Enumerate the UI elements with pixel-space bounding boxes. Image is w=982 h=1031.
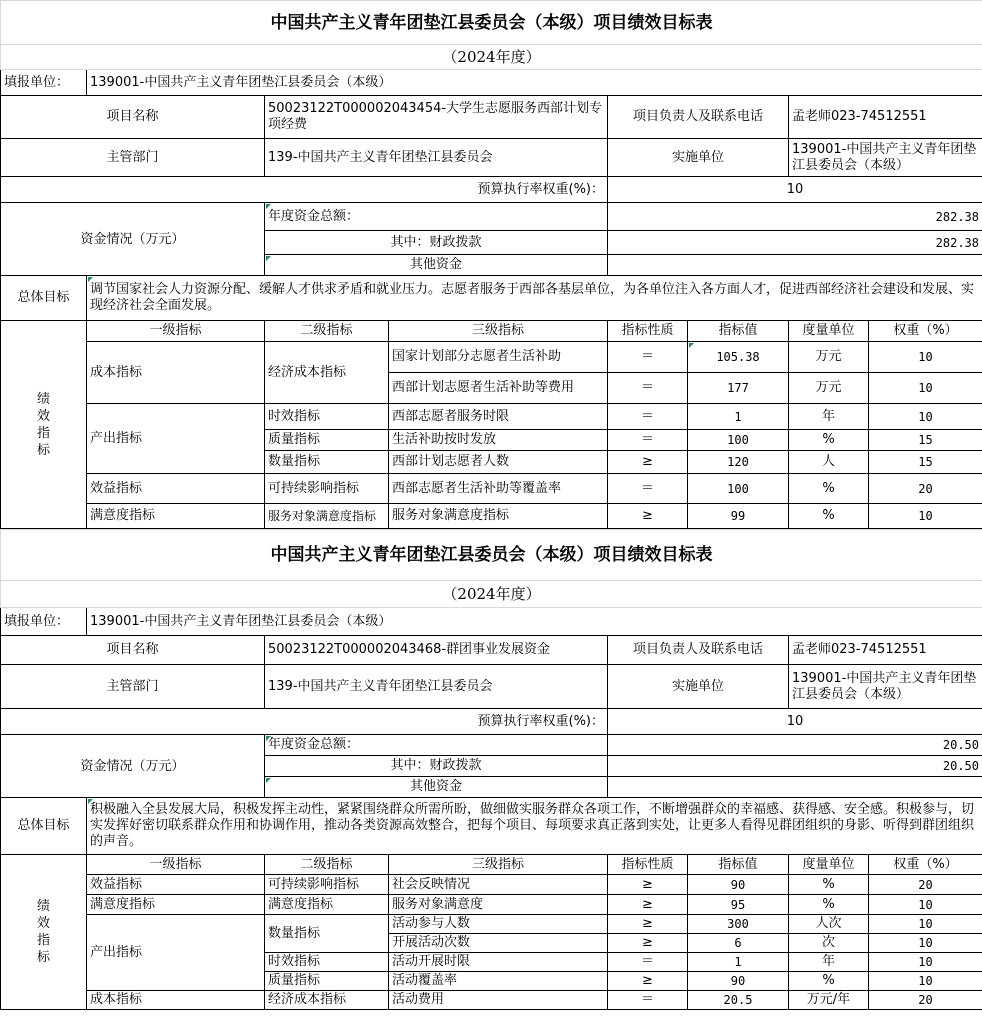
weight-cell: 10: [869, 373, 982, 404]
unit-cell: %: [789, 504, 869, 529]
budget-weight-label: 预算执行率权重(%)：: [1, 177, 608, 203]
total-label: 年度资金总额：: [265, 203, 608, 231]
goal-label: 总体目标: [1, 276, 87, 321]
header-l3: 三级指标: [389, 855, 608, 875]
nature-cell: ≥: [608, 895, 688, 915]
other-label: 其他资金: [265, 255, 608, 276]
total-label: 年度资金总额：: [265, 735, 608, 756]
header-unit: 度量单位: [789, 855, 869, 875]
fill-unit-value: 139001-中国共产主义青年团垫江县委员会（本级）: [87, 608, 982, 636]
l1-cell: 满意度指标: [87, 504, 265, 529]
impl-label: 实施单位: [608, 665, 789, 709]
l3-cell: 活动开展时限: [389, 953, 608, 972]
unit-cell: 万元: [789, 342, 869, 373]
header-l3: 三级指标: [389, 321, 608, 342]
header-value: 指标值: [688, 321, 789, 342]
value-cell: 100: [688, 474, 789, 504]
project-name-label: 项目名称: [1, 636, 265, 665]
nature-cell: ≥: [608, 875, 688, 895]
table-title: 中国共产主义青年团垫江县委员会（本级）项目绩效目标表: [1, 530, 982, 581]
weight-cell: 10: [869, 504, 982, 529]
l2-cell: 质量指标: [265, 430, 389, 451]
table-row: [1, 895, 982, 915]
impl-value: 139001-中国共产主义青年团垫江县委员会（本级）: [789, 665, 982, 709]
weight-cell: 10: [869, 972, 982, 991]
nature-cell: ＝: [608, 342, 688, 373]
other-value: [608, 255, 982, 276]
weight-cell: 10: [869, 915, 982, 934]
unit-cell: 人次: [789, 915, 869, 934]
goal-text: 调节国家社会人力资源分配、缓解人才供求矛盾和就业压力。志愿者服务于西部各基层单位，为各单位注入各方面人才，促进西部经济社会建设和发展、实现经济社会全面发展。: [87, 276, 982, 321]
contact-label: 项目负责人及联系电话: [608, 636, 789, 665]
value-cell: 100: [688, 430, 789, 451]
table-year: （2024年度）: [1, 581, 982, 608]
nature-cell: ≥: [608, 915, 688, 934]
l2-cell: 时效指标: [265, 404, 389, 430]
value-cell: 300: [688, 915, 789, 934]
l3-cell: 生活补助按时发放: [389, 430, 608, 451]
fiscal-value: 20.50: [608, 756, 982, 777]
perf-label: 绩效指标: [1, 321, 87, 529]
project-name-value: 50023122T000002043468-群团事业发展资金: [265, 636, 608, 665]
unit-cell: %: [789, 430, 869, 451]
unit-cell: 人: [789, 451, 869, 474]
project-name-value: 50023122T000002043454-大学生志愿服务西部计划专项经费: [265, 96, 608, 139]
impl-label: 实施单位: [608, 139, 789, 177]
value-cell: 1: [688, 404, 789, 430]
fiscal-label: 其中：财政拨款: [265, 231, 608, 255]
weight-cell: 10: [869, 342, 982, 373]
contact-value: 孟老师023-74512551: [789, 96, 982, 139]
l3-cell: 活动参与人数: [389, 915, 608, 934]
budget-weight-value: 10: [608, 709, 982, 735]
weight-cell: 15: [869, 430, 982, 451]
project-name-label: 项目名称: [1, 96, 265, 139]
table-row: [1, 474, 982, 504]
unit-cell: %: [789, 895, 869, 915]
nature-cell: ≥: [608, 972, 688, 991]
header-l1: 一级指标: [87, 321, 265, 342]
nature-cell: ≥: [608, 504, 688, 529]
l1-cell: 成本指标: [87, 991, 265, 1010]
l3-cell: 社会反映情况: [389, 875, 608, 895]
unit-cell: 万元/年: [789, 991, 869, 1010]
weight-cell: 10: [869, 404, 982, 430]
header-unit: 度量单位: [789, 321, 869, 342]
other-value: [608, 777, 982, 798]
l2-cell: 时效指标: [265, 953, 389, 972]
header-nature: 指标性质: [608, 855, 688, 875]
dept-value: 139-中国共产主义青年团垫江县委员会: [265, 665, 608, 709]
l3-cell: 开展活动次数: [389, 934, 608, 953]
contact-label: 项目负责人及联系电话: [608, 96, 789, 139]
weight-cell: 20: [869, 991, 982, 1010]
l3-cell: 西部志愿者服务时限: [389, 404, 608, 430]
dept-value: 139-中国共产主义青年团垫江县委员会: [265, 139, 608, 177]
impl-value: 139001-中国共产主义青年团垫江县委员会（本级）: [789, 139, 982, 177]
nature-cell: ＝: [608, 404, 688, 430]
fill-unit-value: 139001-中国共产主义青年团垫江县委员会（本级）: [87, 70, 982, 96]
value-cell: 177: [688, 373, 789, 404]
l2-cell: 可持续影响指标: [265, 474, 389, 504]
fill-unit-label: 填报单位：: [1, 70, 87, 96]
nature-cell: ≥: [608, 451, 688, 474]
unit-cell: %: [789, 875, 869, 895]
l2-cell: 服务对象满意度指标: [265, 504, 389, 529]
l2-cell: 经济成本指标: [265, 342, 389, 404]
unit-cell: 年: [789, 404, 869, 430]
header-l2: 二级指标: [265, 855, 389, 875]
value-cell: 120: [688, 451, 789, 474]
l3-cell: 西部计划志愿者生活补助等费用: [389, 373, 608, 404]
l3-cell: 国家计划部分志愿者生活补助: [389, 342, 608, 373]
l2-cell: 满意度指标: [265, 895, 389, 915]
table-row: [1, 915, 982, 934]
value-cell: 95: [688, 895, 789, 915]
l1-cell: 产出指标: [87, 404, 265, 474]
performance-table-2: [0, 529, 982, 1010]
fiscal-label: 其中：财政拨款: [265, 756, 608, 777]
table-row: [1, 875, 982, 895]
funds-label: 资金情况（万元）: [1, 203, 265, 276]
funds-label: 资金情况（万元）: [1, 735, 265, 798]
l2-cell: 可持续影响指标: [265, 875, 389, 895]
value-cell: 1: [688, 953, 789, 972]
table-row: [1, 991, 982, 1010]
nature-cell: ≥: [608, 934, 688, 953]
weight-cell: 10: [869, 953, 982, 972]
unit-cell: 次: [789, 934, 869, 953]
table-year: （2024年度）: [1, 45, 982, 70]
total-value: 282.38: [608, 203, 982, 231]
table-row: [1, 404, 982, 430]
l3-cell: 西部计划志愿者人数: [389, 451, 608, 474]
fill-unit-label: 填报单位：: [1, 608, 87, 636]
weight-cell: 10: [869, 895, 982, 915]
l3-cell: 活动费用: [389, 991, 608, 1010]
table-row: [1, 342, 982, 373]
value-cell: 20.5: [688, 991, 789, 1010]
unit-cell: 年: [789, 953, 869, 972]
contact-value: 孟老师023-74512551: [789, 636, 982, 665]
weight-cell: 10: [869, 934, 982, 953]
l2-cell: 数量指标: [265, 451, 389, 474]
l3-cell: 西部志愿者生活补助等覆盖率: [389, 474, 608, 504]
l1-cell: 产出指标: [87, 915, 265, 991]
value-cell: 90: [688, 875, 789, 895]
nature-cell: ＝: [608, 474, 688, 504]
total-value: 20.50: [608, 735, 982, 756]
header-nature: 指标性质: [608, 321, 688, 342]
l1-cell: 满意度指标: [87, 895, 265, 915]
l3-cell: 服务对象满意度指标: [389, 504, 608, 529]
l1-cell: 效益指标: [87, 875, 265, 895]
nature-cell: ＝: [608, 373, 688, 404]
unit-cell: 万元: [789, 373, 869, 404]
perf-label: 绩效指标: [1, 855, 87, 1010]
fiscal-value: 282.38: [608, 231, 982, 255]
nature-cell: ＝: [608, 430, 688, 451]
goal-label: 总体目标: [1, 798, 87, 855]
l3-cell: 活动覆盖率: [389, 972, 608, 991]
value-cell: 105.38: [688, 342, 789, 373]
header-weight: 权重（%）: [869, 321, 982, 342]
l1-cell: 效益指标: [87, 474, 265, 504]
l1-cell: 成本指标: [87, 342, 265, 404]
nature-cell: ＝: [608, 991, 688, 1010]
l2-cell: 数量指标: [265, 915, 389, 953]
l2-cell: 经济成本指标: [265, 991, 389, 1010]
l3-cell: 服务对象满意度: [389, 895, 608, 915]
budget-weight-label: 预算执行率权重(%)：: [1, 709, 608, 735]
weight-cell: 20: [869, 875, 982, 895]
header-weight: 权重（%）: [869, 855, 982, 875]
goal-text: 积极融入全县发展大局，积极发挥主动性，紧紧围绕群众所需所盼，做细做实服务群众各项工作，不断增强群众的幸福感、获得感、安全感。积极参与，切实发挥好密切联系群众作用和协调作用，推动各类资源高效整合，把每个项目、每项要求真正落到实处，让更多人看得见群团组织的身影、听得到群团组织的声音。: [87, 798, 982, 855]
value-cell: 6: [688, 934, 789, 953]
header-l1: 一级指标: [87, 855, 265, 875]
weight-cell: 15: [869, 451, 982, 474]
unit-cell: %: [789, 972, 869, 991]
value-cell: 99: [688, 504, 789, 529]
other-label: 其他资金: [265, 777, 608, 798]
nature-cell: ＝: [608, 953, 688, 972]
l2-cell: 质量指标: [265, 972, 389, 991]
unit-cell: %: [789, 474, 869, 504]
table-title: 中国共产主义青年团垫江县委员会（本级）项目绩效目标表: [1, 1, 982, 45]
budget-weight-value: 10: [608, 177, 982, 203]
weight-cell: 20: [869, 474, 982, 504]
header-value: 指标值: [688, 855, 789, 875]
header-l2: 二级指标: [265, 321, 389, 342]
dept-label: 主管部门: [1, 665, 265, 709]
dept-label: 主管部门: [1, 139, 265, 177]
table-row: [1, 504, 982, 529]
value-cell: 90: [688, 972, 789, 991]
